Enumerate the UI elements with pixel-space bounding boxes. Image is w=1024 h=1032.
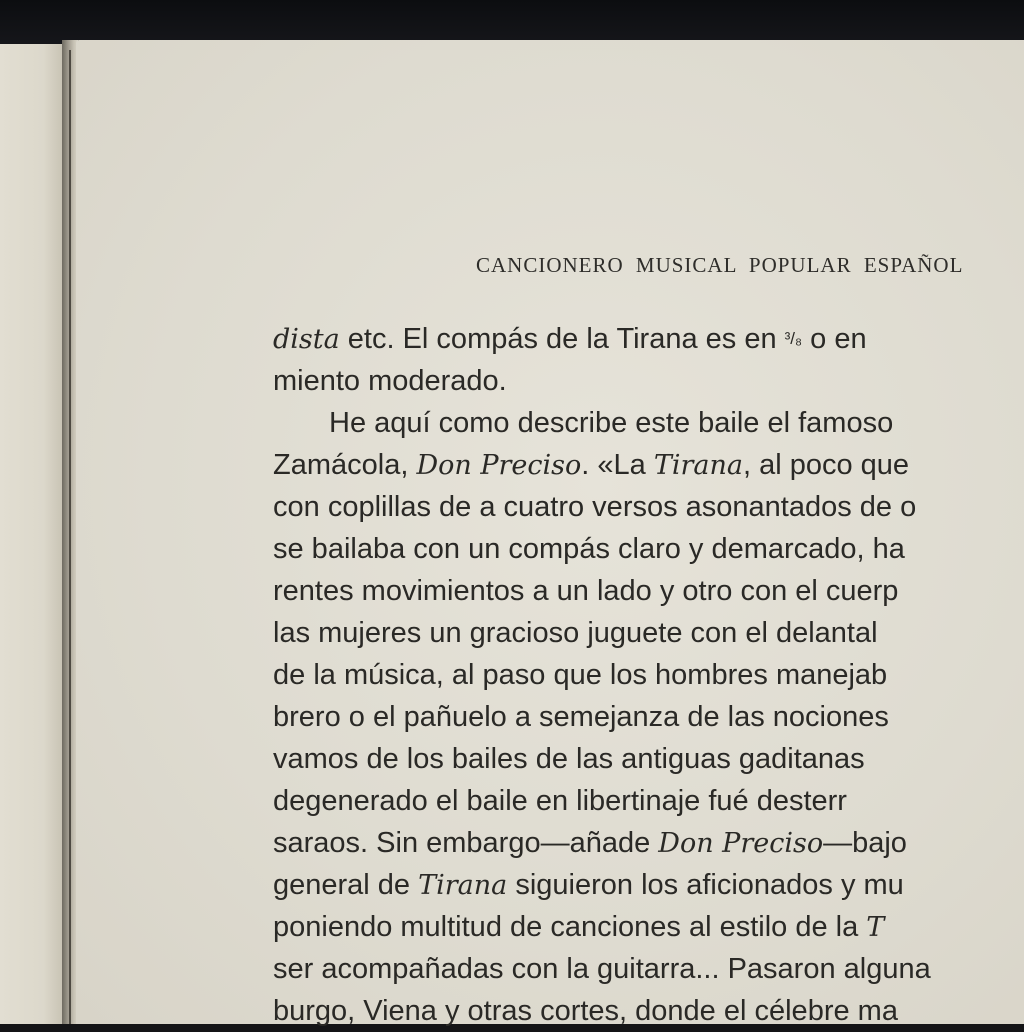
text-line xyxy=(273,738,1024,780)
italic-word: Don Preciso xyxy=(416,450,582,481)
text-line xyxy=(273,570,1024,612)
text-span: ser acompañadas con la guitarra... Pasaron alguna xyxy=(273,953,931,985)
body-text xyxy=(273,318,1024,1032)
text-span: . «La xyxy=(581,449,654,481)
text-span: degenerado el baile en libertinaje fué desterr xyxy=(273,785,847,817)
text-line xyxy=(273,990,1024,1032)
left-page-edge xyxy=(0,44,62,1024)
text-span: etc. El compás de la Tirana es en xyxy=(339,323,785,355)
text-span: se bailaba con un compás claro y demarcado, ha xyxy=(273,533,905,565)
fraction: ³/₈ xyxy=(784,329,803,348)
text-span: burgo, Viena y otras cortes, donde el célebre ma xyxy=(273,995,898,1027)
italic-word: Tirana xyxy=(653,450,743,481)
italic-word: dista xyxy=(273,324,340,355)
text-line xyxy=(273,906,1024,948)
running-header: CANCIONERO MUSICAL POPULAR ESPAÑOL xyxy=(476,253,964,277)
text-span: siguieron los aficionados y mu xyxy=(507,869,904,901)
text-line xyxy=(273,402,1024,444)
text-line xyxy=(273,486,1024,528)
text-line xyxy=(273,528,1024,570)
text-span: —bajo xyxy=(823,827,907,859)
text-line xyxy=(273,444,1024,486)
text-span: con coplillas de a cuatro versos asonantados de o xyxy=(273,491,917,523)
text-span: general de xyxy=(273,869,419,901)
text-line xyxy=(273,948,1024,990)
text-line xyxy=(273,654,1024,696)
text-line xyxy=(273,360,1024,402)
text-line xyxy=(273,864,1024,906)
text-span: las mujeres un gracioso juguete con el delantal xyxy=(273,617,878,649)
text-span: brero o el pañuelo a semejanza de las nociones xyxy=(273,701,889,733)
text-line xyxy=(273,780,1024,822)
text-line xyxy=(273,696,1024,738)
text-line xyxy=(273,822,1024,864)
text-line xyxy=(273,318,1024,360)
text-span: vamos de los bailes de las antiguas gaditanas xyxy=(273,743,865,775)
text-span: He aquí como describe este baile el famoso xyxy=(329,407,894,439)
italic-word: Tirana xyxy=(418,870,508,901)
spine-shadow xyxy=(69,50,71,1024)
text-span: o en xyxy=(802,323,867,355)
text-span: de la música, al paso que los hombres manejab xyxy=(273,659,888,691)
text-span: miento moderado. xyxy=(273,365,507,397)
text-line xyxy=(273,612,1024,654)
italic-word: T xyxy=(866,912,885,943)
text-span: Zamácola, xyxy=(273,449,417,481)
italic-word: Don Preciso xyxy=(658,828,824,859)
text-span: poniendo multitud de canciones al estilo de la xyxy=(273,911,867,943)
text-span: rentes movimientos a un lado y otro con el cuerp xyxy=(273,575,899,607)
text-span: saraos. Sin embargo—añade xyxy=(273,827,659,859)
text-span: , al poco que xyxy=(742,449,910,481)
